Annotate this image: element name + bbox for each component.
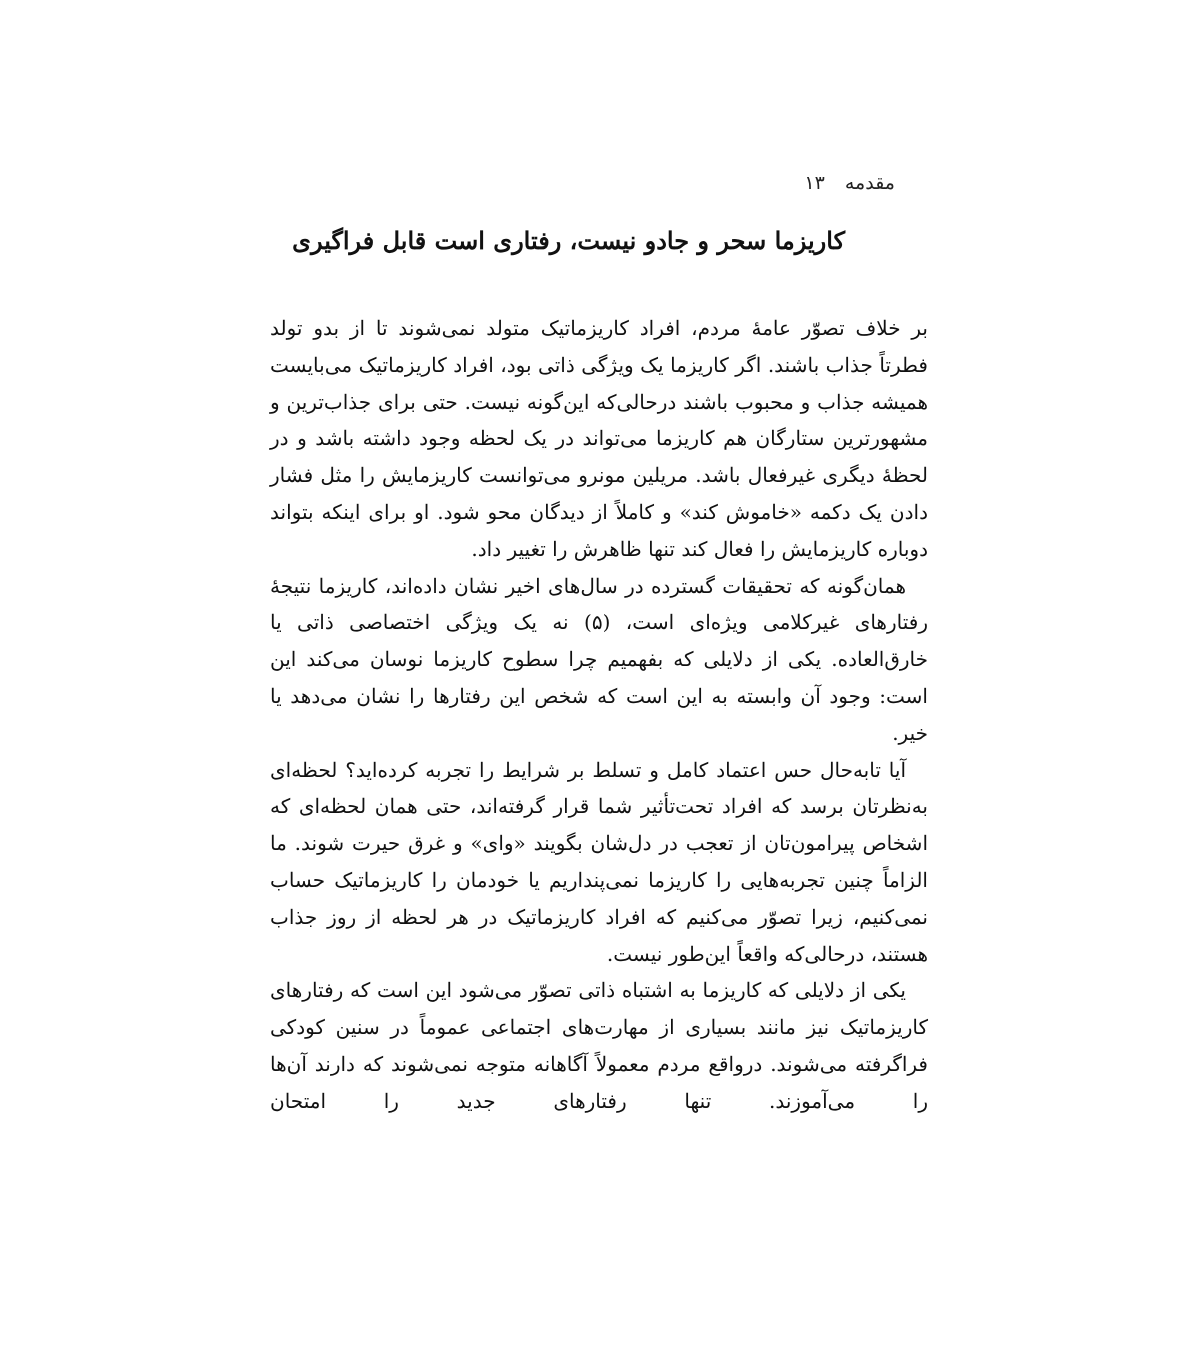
page-number: ۱۳: [804, 172, 825, 194]
body-text: [270, 310, 928, 1120]
running-head: [804, 172, 895, 194]
paragraph: همان‌گونه که تحقیقات گسترده در سال‌های اخیر نشان داده‌اند، کاریزما نتیجهٔ رفتارهای غیرکلامی ویژه‌ای است، (۵) نه یک ویژگی اختصاصی ذاتی یا خارق‌العاده. یکی از دلایلی که بفهمیم چرا سطوح کاریزما نوسان می‌کند این است: وجود آن وابسته به این است که شخص این رفتارها را نشان می‌دهد یا خیر.: [270, 573, 928, 745]
chapter-title: مقدمه: [844, 172, 895, 194]
paragraph: یکی از دلایلی که کاریزما به اشتباه ذاتی تصوّر می‌شود این است که رفتارهای کاریزماتیک نیز مانند بسیاری از مهارت‌های اجتماعی عموماً در سنین کودکی فراگرفته می‌شوند. درواقع مردم معمولاً آگاهانه متوجه نمی‌شوند که دارند آن‌ها را می‌آموزند. تنها رفتارهای جدید را امتحان: [270, 978, 928, 1113]
section-heading: کاریزما سحر و جادو نیست، رفتاری است قابل فراگیری: [292, 226, 845, 255]
paragraph: بر خلاف تصوّر عامهٔ مردم، افراد کاریزماتیک متولد نمی‌شوند تا از بدو تولد فطرتاً جذاب باشند. اگر کاریزما یک ویژگی ذاتی بود، افراد کاریزماتیک می‌بایست همیشه جذاب و محبوب باشند درحالی‌که این‌گونه نیست. حتی برای جذاب‌ترین و مشهورترین ستارگان هم کاریزما می‌تواند در یک لحظه وجود داشته باشد و در لحظهٔ دیگری غیرفعال باشد. مریلین مونرو می‌توانست کاریزمایش را مثل فشار دادن یک دکمه «خاموش کند» و کاملاً از دیدگان محو شود. او برای اینکه بتواند دوباره کاریزمایش را فعال کند تنها ظاهرش را تغییر داد.: [270, 316, 928, 561]
paragraph: آیا تابه‌حال حس اعتماد کامل و تسلط بر شرایط را تجربه کرده‌اید؟ لحظه‌ای به‌نظرتان برسد که افراد تحت‌تأثیر شما قرار گرفته‌اند، حتی همان لحظه‌ای که اشخاص پیرامون‌تان از تعجب در دل‌شان بگویند «وای» و غرق حیرت شوند. ما الزاماً چنین تجربه‌هایی را کاریزما نمی‌پنداریم یا خودمان را کاریزماتیک حساب نمی‌کنیم، زیرا تصوّر می‌کنیم که افراد کاریزماتیک در هر لحظه از روز جذاب هستند، درحالی‌که واقعاً این‌طور نیست.: [270, 757, 928, 966]
